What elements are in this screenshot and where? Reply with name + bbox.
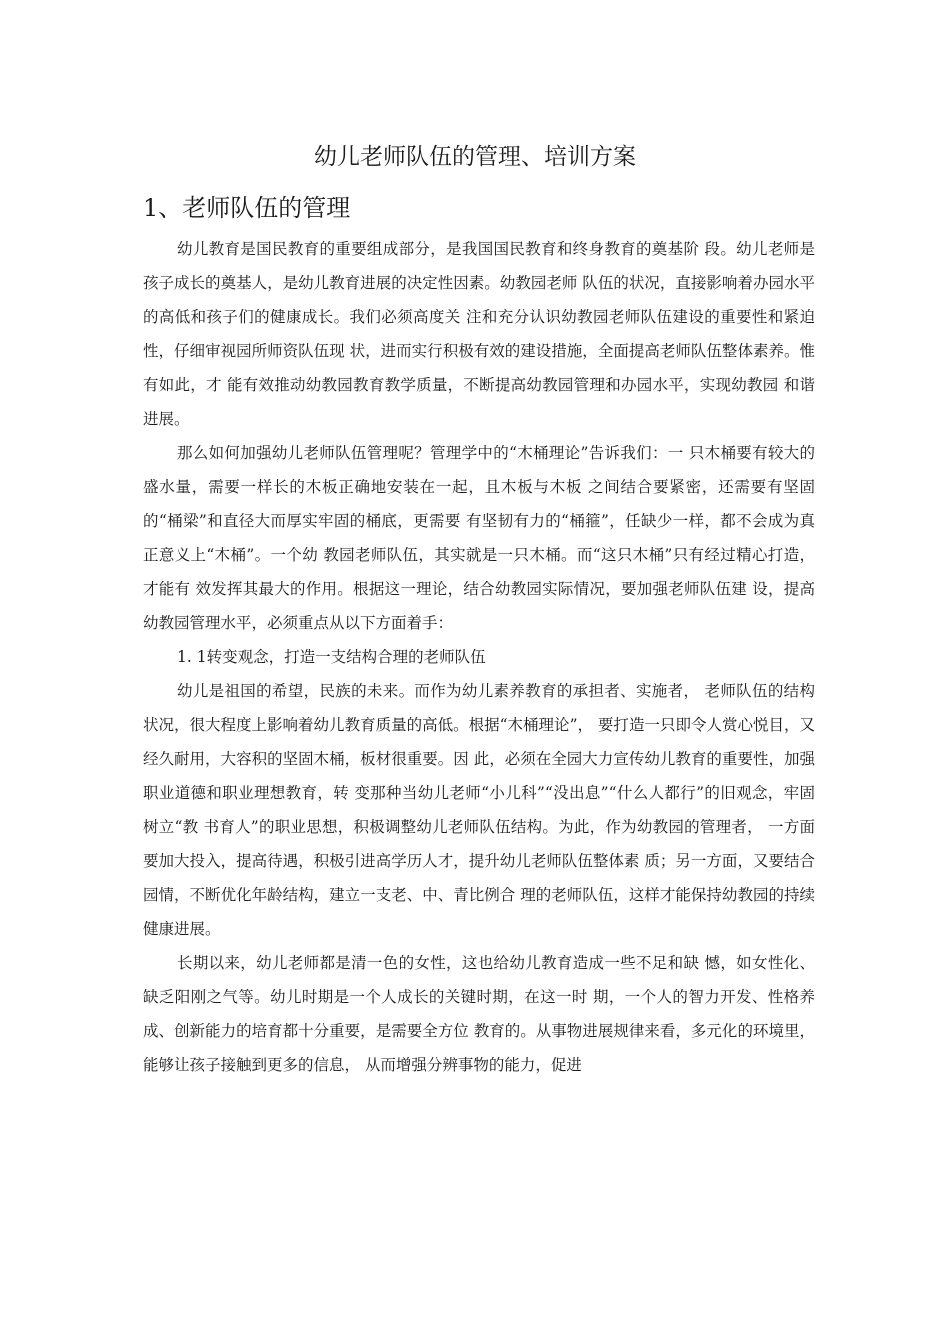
section-body [143,232,815,1082]
paragraph-gender: 长期以来，幼儿老师都是清一色的女性，这也给幼儿教育造成一些不足和缺 憾，如女性化、缺乏阳刚之气等。幼儿时期是一个人成长的关键时期，在这一时 期，一个人的智力开发、性格养成、创新能力的培育都十分重要，是需要全方位 教育的。从事物进展规律来看，多元化的环境里，能够让孩子接触到更多的信息， 从而增强分辨事物的能力，促进 [143,954,815,1074]
paragraph-bucket-theory: 那么如何加强幼儿老师队伍管理呢？管理学中的“木桶理论”告诉我们：一 只木桶要有较大的盛水量，需要一样长的木板正确地安装在一起，且木板与木板 之间结合要紧密，还需要有坚固的“桶梁”和直径大而厚实牢固的桶底，更需要 有坚韧有力的“桶箍”，任缺少一样，都不会成为真正意义上“木桶”。一个幼 教园老师队伍，其实就是一只木桶。而“这只木桶”只有经过精心打造，才能有 效发挥其最大的作用。根据这一理论，结合幼教园实际情况，要加强老师队伍建 设，提高幼教园管理水平，必须重点从以下方面着手： [143,444,815,632]
section-heading: 1、老师队伍的管理 [143,194,351,222]
paragraph-structure: 幼儿是祖国的希望，民族的未来。而作为幼儿素养教育的承担者、实施者， 老师队伍的结构状况，很大程度上影响着幼儿教育质量的高低。根据“木桶理论”， 要打造一只即令人赏心悦目，又经久耐用，大容积的坚固木桶，板材很重要。因 此，必须在全园大力宣传幼儿教育的重要性，加强职业道德和职业理想教育，转 变那种当幼儿老师“小儿科”“没出息”“什么人都行”的旧观念，牢固树立“教 书育人”的职业思想，积极调整幼儿老师队伍结构。为此，作为幼教园的管理者， 一方面要加大投入，提高待遇，积极引进高学历人才，提升幼儿老师队伍整体素 质；另一方面，又要结合园情，不断优化年龄结构，建立一支老、中、青比例合 理的老师队伍，这样才能保持幼教园的持续健康进展。 [143,682,815,938]
paragraph-intro: 幼儿教育是国民教育的重要组成部分，是我国国民教育和终身教育的奠基阶 段。幼儿老师是孩子成长的奠基人，是幼儿教育进展的决定性因素。幼教园老师 队伍的状况，直接影响着办园水平的高低和孩子们的健康成长。我们必须高度关 注和充分认识幼教园老师队伍建设的重要性和紧迫性，仔细审视园所师资队伍现 状，进而实行积极有效的建设措施，全面提高老师队伍整体素养。惟有如此，才 能有效推动幼教园教育教学质量，不断提高幼教园管理和办园水平，实现幼教园 和谐进展。 [143,240,815,428]
subsection-heading: 1. 1转变观念，打造一支结构合理的老师队伍 [177,648,486,666]
document-title: 幼儿老师队伍的管理、培训方案 [314,144,636,170]
